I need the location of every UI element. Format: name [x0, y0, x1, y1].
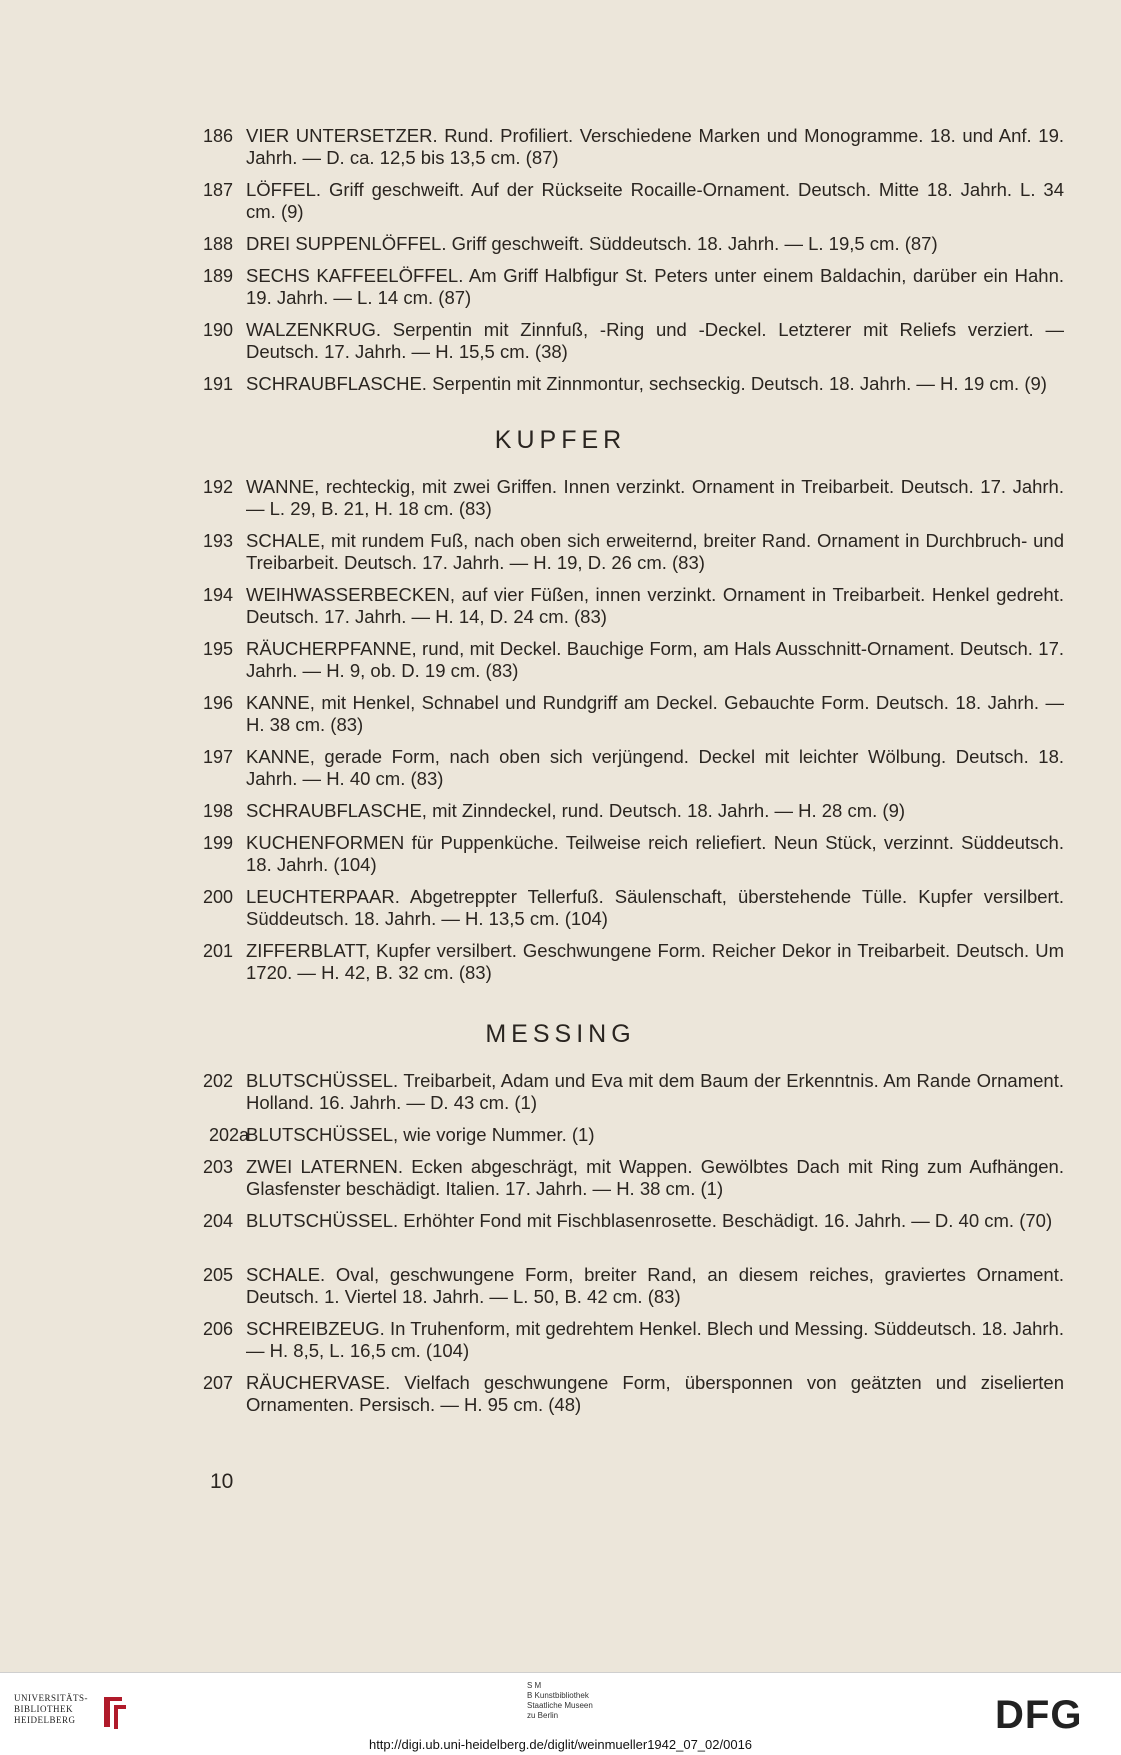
entry-text: BLUTSCHÜSSEL. Erhöhter Fond mit Fischblasenrosette. Beschädigt. 16. Jahrh. — D. 40 cm. (70) [246, 1210, 1053, 1231]
entry-text: ZIFFERBLATT, Kupfer versilbert. Geschwungene Form. Reicher Dekor in Treibarbeit. Deutsch. Um 1720. — H. 42, B. 32 cm. (83) [246, 940, 1064, 983]
entry-text: BLUTSCHÜSSEL. Treibarbeit, Adam und Eva mit dem Baum der Erkenntnis. Am Rande Ornament. Holland. 16. Jahrh. — D. 43 cm. (1) [246, 1070, 1064, 1113]
catalog-entry [0, 1156, 1121, 1210]
entry-number: 201 [203, 941, 234, 961]
viewer-footer [0, 1672, 1121, 1755]
library-name-line: HEIDELBERG [14, 1715, 76, 1725]
entry-number: 186 [203, 126, 234, 146]
dfg-logo[interactable]: DFG [995, 1693, 1083, 1737]
stamp-line: zu Berlin [527, 1711, 559, 1720]
entries-section-a [0, 125, 1121, 427]
entry-number: 197 [203, 747, 234, 767]
entry-number: 206 [203, 1319, 234, 1339]
library-mark-icon [100, 1693, 130, 1733]
entry-text: ZWEI LATERNEN. Ecken abgeschrägt, mit Wappen. Gewölbtes Dach mit Ring zum Aufhängen. Glasfenster beschädigt. Italien. 17. Jahrh. — H. 38 cm. (1) [246, 1156, 1064, 1199]
entry-text: RÄUCHERVASE. Vielfach geschwungene Form, übersponnen von geätzten und ziselierten Ornamenten. Persisch. — H. 95 cm. (48) [246, 1372, 1064, 1415]
catalog-entry [0, 692, 1121, 746]
section-heading-messing: MESSING [485, 1020, 636, 1048]
library-name-line: UNIVERSITÄTS- [14, 1693, 88, 1703]
entry-number: 189 [203, 266, 234, 286]
entry-number: 188 [203, 234, 234, 254]
catalog-entry [0, 319, 1121, 373]
catalog-entry [0, 530, 1121, 584]
catalog-entry [0, 1070, 1121, 1124]
entry-text: SCHRAUBFLASCHE. Serpentin mit Zinnmontur, sechseckig. Deutsch. 18. Jahrh. — H. 19 cm. (9) [246, 373, 1047, 394]
catalog-entry [0, 832, 1121, 886]
catalog-entry [0, 233, 1121, 265]
section-heading-kupfer: KUPFER [494, 426, 627, 454]
catalog-entry [0, 886, 1121, 940]
entry-text: WALZENKRUG. Serpentin mit Zinnfuß, -Ring und -Deckel. Letzterer mit Reliefs verziert. — Deutsch. 17. Jahrh. — H. 15,5 cm. (38) [246, 319, 1064, 362]
catalog-entry [0, 1124, 1121, 1156]
catalog-entry [0, 1264, 1121, 1318]
catalog-entry [0, 746, 1121, 800]
entry-text: LÖFFEL. Griff geschweift. Auf der Rückseite Rocaille-Ornament. Deutsch. Mitte 18. Jahrh. L. 34 cm. (9) [246, 179, 1064, 222]
page-number: 10 [210, 1470, 234, 1493]
catalog-entry [0, 940, 1121, 994]
catalog-entry [0, 584, 1121, 638]
catalog-entry [0, 476, 1121, 530]
entry-number: 193 [203, 531, 234, 551]
entry-number: 205 [203, 1265, 234, 1285]
entry-text: SCHALE, mit rundem Fuß, nach oben sich erweiternd, breiter Rand. Ornament in Durchbruch- und Treibarbeit. Deutsch. 17. Jahrh. — H. 19, D. 26 cm. (83) [246, 530, 1064, 573]
entry-number: 207 [203, 1373, 234, 1393]
entry-text: WEIHWASSERBECKEN, auf vier Füßen, innen verzinkt. Ornament in Treibarbeit. Henkel gedreht. Deutsch. 17. Jahrh. — H. 14, D. 24 cm. (83) [246, 584, 1064, 627]
entry-number: 195 [203, 639, 234, 659]
catalog-entry [0, 800, 1121, 832]
entries-section-c [0, 1070, 1121, 1426]
entry-number: 198 [203, 801, 234, 821]
entry-number: 204 [203, 1211, 234, 1231]
entry-number: 199 [203, 833, 234, 853]
entry-number: 202a [209, 1125, 250, 1145]
entry-text: KANNE, gerade Form, nach oben sich verjüngend. Deckel mit leichter Wölbung. Deutsch. 18. Jahrh. — H. 40 cm. (83) [246, 746, 1064, 789]
entry-text: RÄUCHERPFANNE, rund, mit Deckel. Bauchige Form, am Hals Ausschnitt-Ornament. Deutsch. 17. Jahrh. — H. 9, ob. D. 19 cm. (83) [246, 638, 1064, 681]
entry-text: VIER UNTERSETZER. Rund. Profiliert. Verschiedene Marken und Monogramme. 18. und Anf. 19. Jahrh. — D. ca. 12,5 bis 13,5 cm. (87) [246, 125, 1064, 168]
entry-text: DREI SUPPENLÖFFEL. Griff geschweift. Süddeutsch. 18. Jahrh. — L. 19,5 cm. (87) [246, 233, 938, 254]
entry-number: 190 [203, 320, 234, 340]
catalog-entry [0, 373, 1121, 427]
entry-number: 203 [203, 1157, 234, 1177]
permalink-url[interactable]: http://digi.ub.uni-heidelberg.de/diglit/weinmueller1942_07_02/0016 [368, 1737, 753, 1752]
entry-text: WANNE, rechteckig, mit zwei Griffen. Innen verzinkt. Ornament in Treibarbeit. Deutsch. 17. Jahrh. — L. 29, B. 21, H. 18 cm. (83) [246, 476, 1064, 519]
entry-text: SCHALE. Oval, geschwungene Form, breiter Rand, an diesem reiches, graviertes Ornament. Deutsch. 1. Viertel 18. Jahrh. — L. 50, B. 42 cm. (83) [246, 1264, 1064, 1307]
catalog-entry [0, 125, 1121, 179]
catalog-entry [0, 1372, 1121, 1426]
entry-number: 196 [203, 693, 234, 713]
stamp-line: B Kunstbibliothek [527, 1691, 589, 1700]
entry-text: KANNE, mit Henkel, Schnabel und Rundgriff am Deckel. Gebauchte Form. Deutsch. 18. Jahrh. — H. 38 cm. (83) [246, 692, 1064, 735]
entry-text: SECHS KAFFEELÖFFEL. Am Griff Halbfigur St. Peters unter einem Baldachin, darüber ein Hahn. 19. Jahrh. — L. 14 cm. (87) [246, 265, 1064, 308]
entry-text: SCHREIBZEUG. In Truhenform, mit gedrehtem Henkel. Blech und Messing. Süddeutsch. 18. Jahrh. — H. 8,5, L. 16,5 cm. (104) [246, 1318, 1064, 1361]
entry-text: LEUCHTERPAAR. Abgetreppter Tellerfuß. Säulenschaft, überstehende Tülle. Kupfer versilbert. Süddeutsch. 18. Jahrh. — H. 13,5 cm. (104) [246, 886, 1064, 929]
entry-number: 200 [203, 887, 234, 907]
entry-text: BLUTSCHÜSSEL, wie vorige Nummer. (1) [246, 1124, 595, 1145]
entry-number: 191 [203, 374, 234, 394]
catalog-entry [0, 638, 1121, 692]
entry-number: 192 [203, 477, 234, 497]
entries-section-b [0, 476, 1121, 994]
stamp-line: S M [527, 1681, 542, 1690]
catalog-entry [0, 265, 1121, 319]
entry-number: 187 [203, 180, 234, 200]
entry-text: KUCHENFORMEN für Puppenküche. Teilweise reich reliefiert. Neun Stück, verzinnt. Süddeutsch. 18. Jahrh. (104) [246, 832, 1064, 875]
entry-number: 202 [203, 1071, 234, 1091]
catalog-entry [0, 1210, 1121, 1264]
entry-text: SCHRAUBFLASCHE, mit Zinndeckel, rund. Deutsch. 18. Jahrh. — H. 28 cm. (9) [246, 800, 906, 821]
catalog-entry [0, 1318, 1121, 1372]
library-name-line: BIBLIOTHEK [14, 1704, 73, 1714]
catalog-entry [0, 179, 1121, 233]
stamp-line: Staatliche Museen [527, 1701, 593, 1710]
entry-number: 194 [203, 585, 234, 605]
museum-stamp [527, 1681, 657, 1721]
